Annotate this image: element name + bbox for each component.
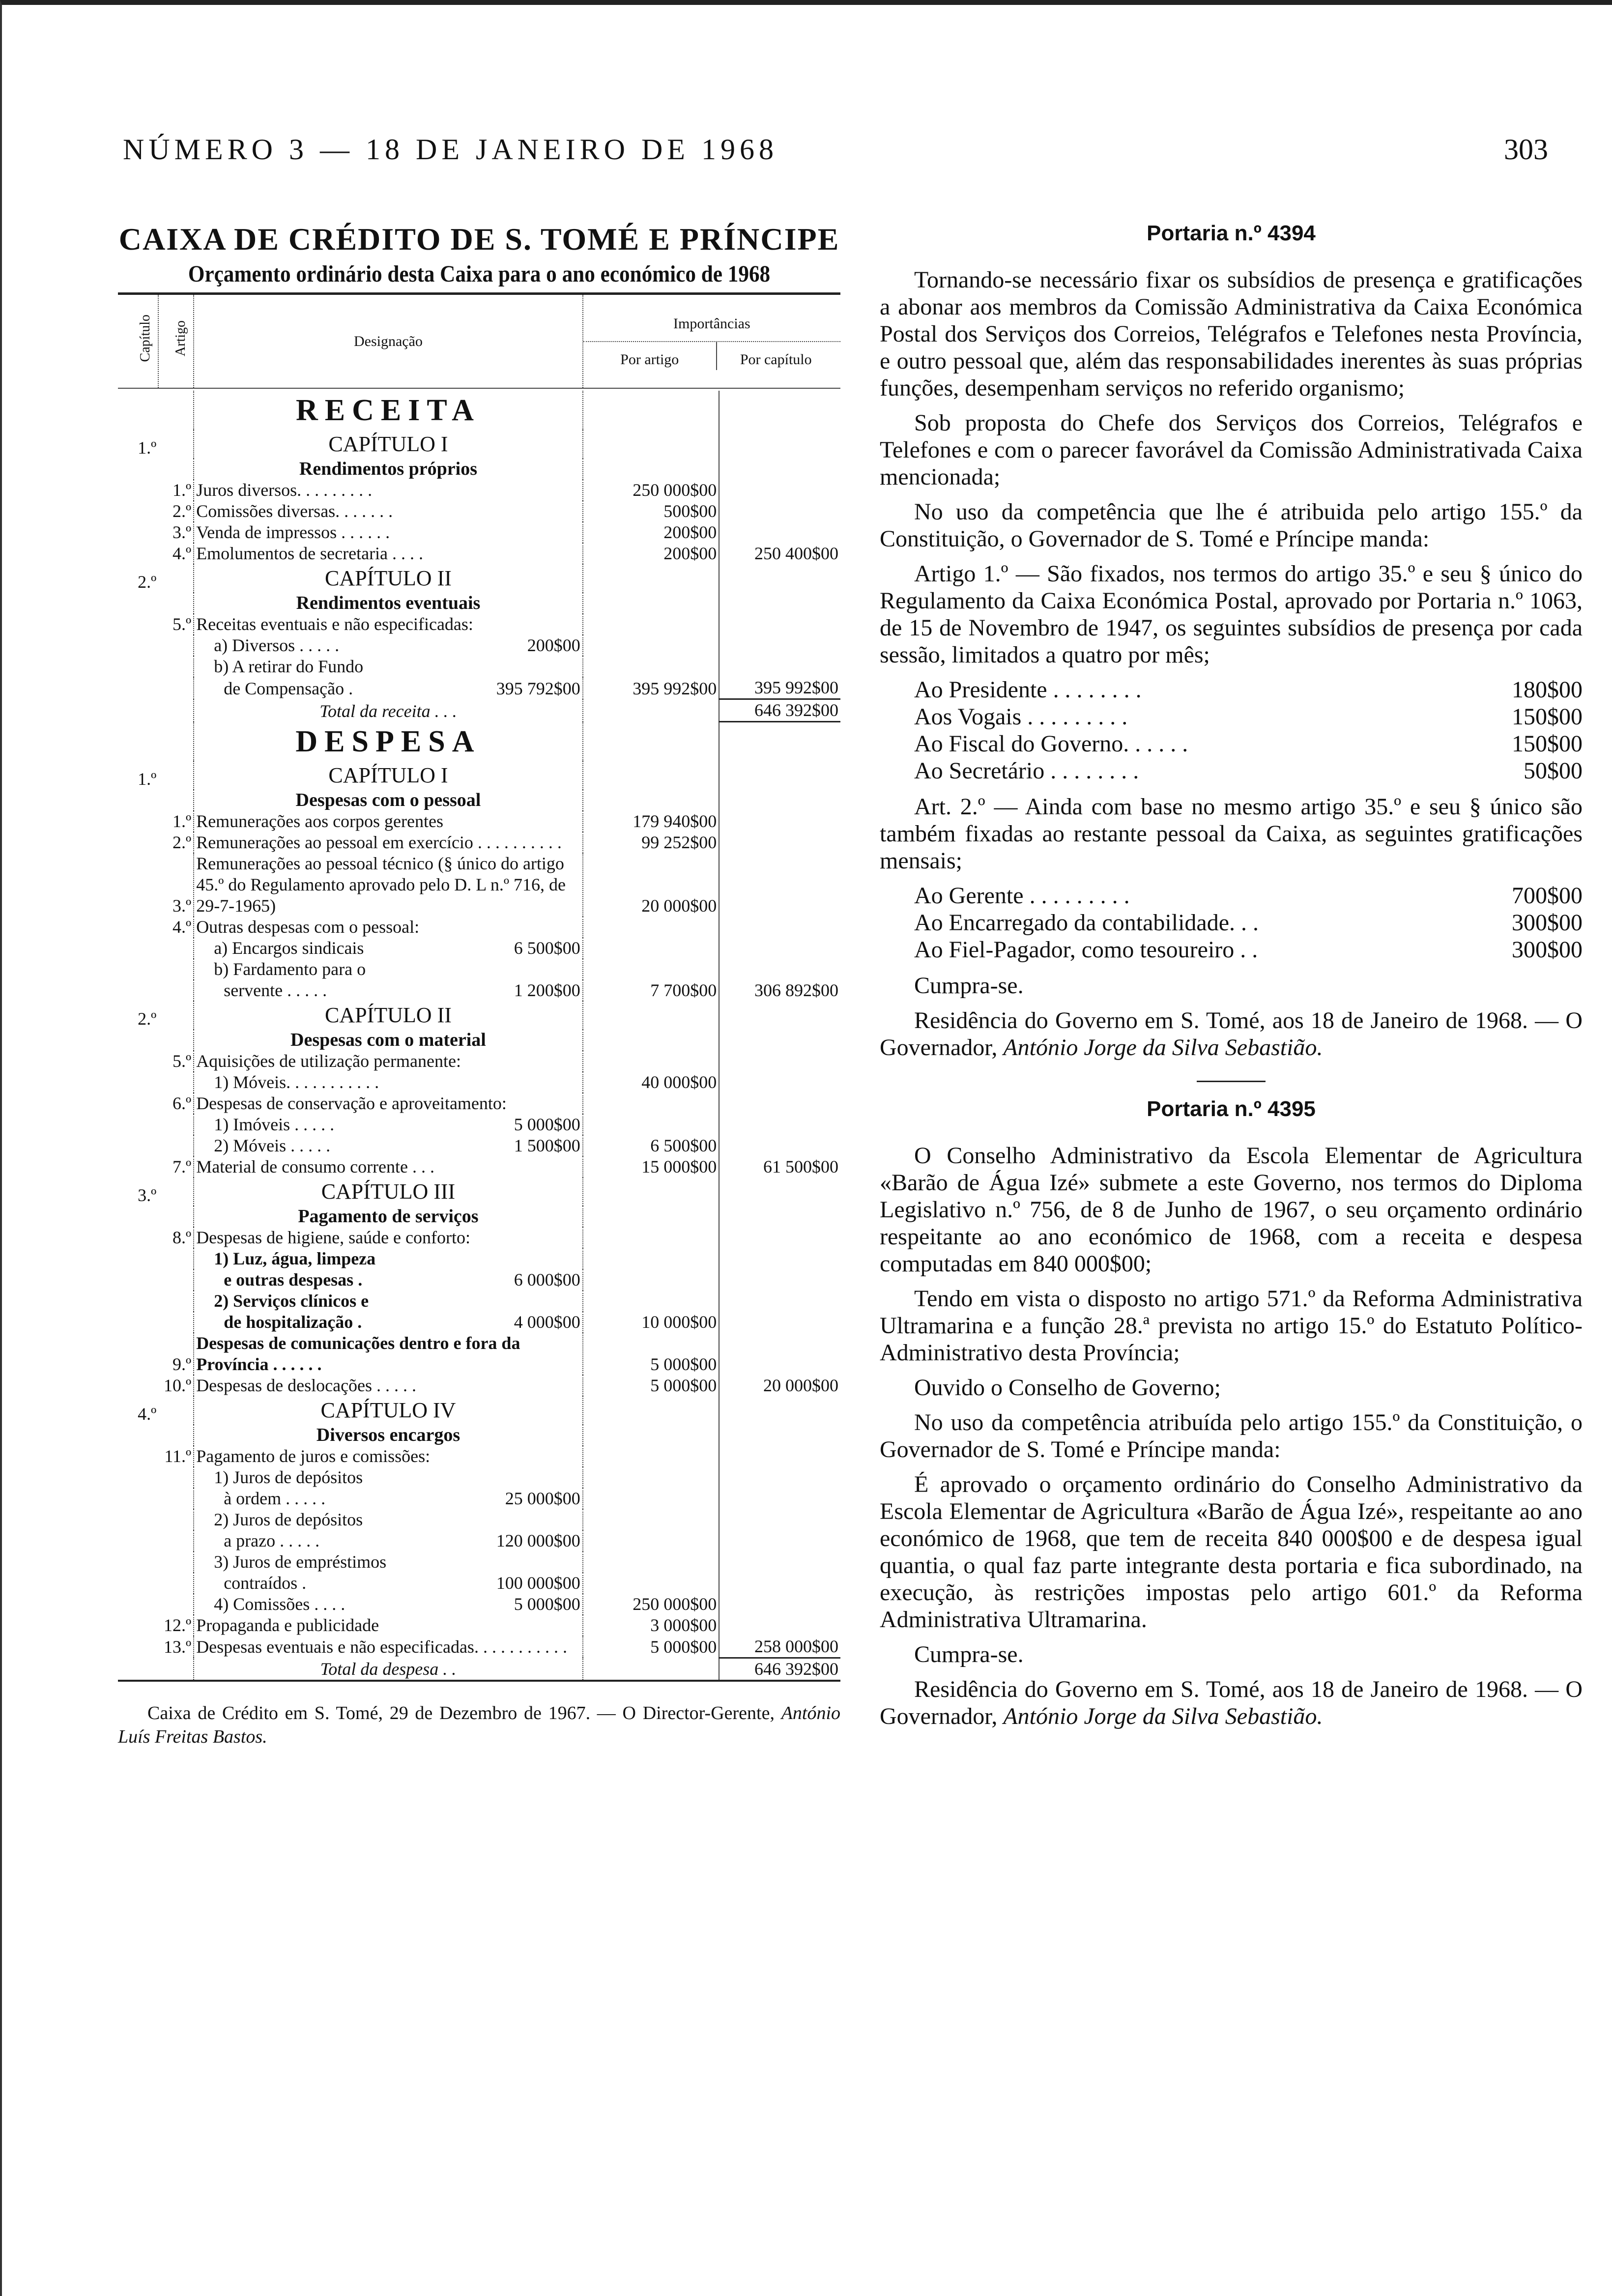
paragraph: Residência do Governo em S. Tomé, aos 18 de Janeiro de 1968. — O Governador, António Jorge da Silva Sebastião. [880, 1007, 1583, 1061]
paragraph: Artigo 1.º — São fixados, nos termos do artigo 35.º e seu § único do Regulamento da Caixa Económica Postal, aprovado por Portaria n.º 1063, de 15 de Novembro de 1947, os seguintes subsídios de presença por cada sessão, limitados a quatro por mês; [880, 561, 1583, 668]
table-row: de hospitalização . 4 000$00 10 000$00 [118, 1312, 840, 1333]
chapter-title: CAPÍTULO II [194, 1001, 583, 1030]
paragraph: Tendo em vista o disposto no artigo 571.º da Reforma Administrativa Ultramarina e a função 28.ª prevista no artigo 15.º do Estatuto Político-Administrativo desta Província; [880, 1286, 1583, 1366]
table-row: 11.º Pagamento de juros e comissões: [118, 1446, 840, 1467]
list-item: Ao Presidente . . . . . . . . 180$00 [914, 677, 1583, 703]
governor-signature: António Jorge da Silva Sebastião. [1003, 1703, 1323, 1729]
paragraph: Cumpra-se. [914, 973, 1024, 999]
governor-signature: António Jorge da Silva Sebastião. [1003, 1034, 1323, 1061]
separator [1197, 1081, 1266, 1082]
table-row [118, 1206, 840, 1227]
paragraph: É aprovado o orçamento ordinário do Conselho Administrativo da Escola Elementar de Agricultura «Barão de Água Izé», respeitante ao ano económico de 1968, que tem de receita 840 000$00 e de despesa igual quantia, o qual faz parte integrante desta portaria e fica subordinado, na execução, às restrições impostas pelo artigo 601.º da Reforma Administrativa Ultramarina. [880, 1471, 1583, 1633]
table-row: 1) Luz, água, limpeza [118, 1248, 840, 1269]
chapter-subtitle: Diversos encargos [194, 1425, 583, 1446]
table-row: 2.º Comissões diversas. . . . . . . 500$00 [118, 501, 840, 522]
table-row: 1) Imóveis . . . . . 5 000$00 [118, 1114, 840, 1135]
gratification-list [880, 882, 1583, 963]
list-item: Ao Encarregado da contabilidade. . . 300$00 [914, 910, 1583, 936]
paragraph: Cumpra-se. [914, 1641, 1024, 1667]
table-row: 12.º Propaganda e publicidade 3 000$00 [118, 1615, 840, 1636]
table-row: 9.º Despesas de comunicações dentro e fora da Província . . . . . . 5 000$00 [118, 1333, 840, 1375]
portaria-4394-title: Portaria n.º 4394 [1147, 221, 1316, 245]
table-row: à ordem . . . . . 25 000$00 [118, 1488, 840, 1509]
table-row: e outras despesas . 6 000$00 [118, 1269, 840, 1291]
portarias-column [880, 221, 1583, 1738]
table-row: 2.º Remunerações ao pessoal em exercício . . . . . . . . . . 99 252$00 [118, 832, 840, 853]
budget-subtitle: Orçamento ordinário desta Caixa para o ano económico de 1968 [188, 261, 771, 287]
col-capitulo: Capítulo [138, 315, 153, 362]
table-row: 1) Juros de depósitos [118, 1467, 840, 1488]
chapter-subtitle: Rendimentos eventuais [194, 593, 583, 614]
table-header [118, 295, 840, 388]
table-row [118, 1177, 840, 1206]
chapter-subtitle: Despesas com o pessoal [194, 790, 583, 811]
table-row [118, 593, 840, 614]
paragraph: Art. 2.º — Ainda com base no mesmo artigo 35.º e seu § único são também fixadas ao restante pessoal da Caixa, as seguintes gratificações mensais; [880, 794, 1583, 874]
chapter-number: 2.º [138, 1008, 157, 1029]
paragraph: No uso da competência atribuída pelo artigo 155.º da Constituição, o Governador de S. Tomé e Príncipe manda: [880, 1409, 1583, 1463]
table-row: 2) Serviços clínicos e [118, 1291, 840, 1312]
table-row [118, 699, 840, 722]
chapter-number: 1.º [138, 438, 157, 458]
table-row: de Compensação . 395 792$00 395 992$00 395 992$00 [118, 677, 840, 699]
table-row: 1.º Juros diversos. . . . . . . . . 250 000$00 [118, 480, 840, 501]
chapter-subtitle: Despesas com o material [194, 1030, 583, 1051]
page-number: 303 [1504, 133, 1548, 166]
table-row [118, 1425, 840, 1446]
list-item: Aos Vogais . . . . . . . . . 150$00 [914, 704, 1583, 730]
list-item: Ao Fiscal do Governo. . . . . . 150$00 [914, 731, 1583, 757]
table-row [118, 761, 840, 790]
total-receita-label: Total da receita . . . [194, 699, 583, 722]
chapter-subtitle: Pagamento de serviços [194, 1206, 583, 1227]
table-row [118, 564, 840, 593]
table-row: a prazo . . . . . 120 000$00 [118, 1530, 840, 1551]
col-artigo: Artigo [173, 320, 189, 357]
table-row [118, 1396, 840, 1425]
table-row [118, 459, 840, 480]
budget-footer: Caixa de Crédito em S. Tomé, 29 de Dezembro de 1967. — O Director-Gerente, António Luís Freitas Bastos. [118, 1702, 841, 1747]
chapter-title: CAPÍTULO III [194, 1177, 583, 1206]
table-row: 8.º Despesas de higiene, saúde e conforto: [118, 1227, 840, 1248]
total-despesa-label: Total da despesa . . [194, 1658, 583, 1681]
table-row [118, 1658, 840, 1681]
chapter-title: CAPÍTULO II [194, 564, 583, 593]
table-row: servente . . . . . 1 200$00 7 700$00 306 892$00 [118, 980, 840, 1001]
chapter-number: 2.º [138, 572, 157, 592]
table-row: 5.º Receitas eventuais e não especificadas: [118, 614, 840, 635]
table-row: 4.º Emolumentos de secretaria . . . . 200$00 250 400$00 [118, 543, 840, 564]
table-row [118, 430, 840, 459]
table-row: contraídos . 100 000$00 [118, 1573, 840, 1594]
table-row: 3.º Venda de impressos . . . . . . 200$00 [118, 522, 840, 543]
total-receita-value: 646 392$00 [719, 699, 840, 722]
portaria-4395-title: Portaria n.º 4395 [1147, 1097, 1316, 1121]
table-row: 7.º Material de consumo corrente . . . 15 000$00 61 500$00 [118, 1156, 840, 1177]
paragraph: O Conselho Administrativo da Escola Elementar de Agricultura «Barão de Água Izé» submete a este Governo, nos termos do Diploma Legislativo n.º 756, de 8 de Junho de 1967, o seu orçamento ordinário respeitante ao ano económico de 1968, com a receita e despesa computadas em 840 000$00; [880, 1143, 1583, 1277]
chapter-subtitle: Rendimentos próprios [194, 459, 583, 480]
table-row: a) Diversos . . . . . 200$00 [118, 635, 840, 656]
col-importancias: Importâncias [583, 313, 840, 342]
col-designacao: Designação [194, 295, 583, 388]
table-row: 13.º Despesas eventuais e não especificadas. . . . . . . . . . . 5 000$00 258 000$00 [118, 1636, 840, 1658]
chapter-number: 1.º [138, 769, 157, 789]
footer-signature: António Luís Freitas Bastos. [118, 1702, 841, 1747]
table-row: 6.º Despesas de conservação e aproveitamento: [118, 1093, 840, 1114]
table-row [118, 391, 840, 430]
section-despesa: DESPESA [194, 722, 583, 761]
table-row [118, 722, 840, 761]
section-receita: RECEITA [194, 391, 583, 430]
table-row [118, 790, 840, 811]
table-row: 10.º Despesas de deslocações . . . . . 5 000$00 20 000$00 [118, 1375, 840, 1396]
table-row: 1.º Remunerações aos corpos gerentes 179 940$00 [118, 811, 840, 832]
paragraph: Residência do Governo em S. Tomé, aos 18 de Janeiro de 1968. — O Governador, António Jorge da Silva Sebastião. [880, 1676, 1583, 1729]
paragraph: Sob proposta do Chefe dos Serviços dos Correios, Telégrafos e Telefones e com o parecer favorável da Comissão Administrativada Caixa mencionada; [880, 410, 1583, 490]
chapter-number: 3.º [138, 1185, 157, 1205]
table-row: a) Encargos sindicais 6 500$00 [118, 938, 840, 959]
paragraph: Tornando-se necessário fixar os subsídios de presença e gratificações a abonar aos membros da Comissão Administrativa da Caixa Económica Postal dos Serviços dos Correios, Telégrafos e Telefones nesta Província, e outro pessoal que, além das responsabilidades inerentes às suas próprias funções, desempenham serviços no referido organismo; [880, 267, 1583, 401]
budget-column [118, 221, 840, 1749]
subsidy-list [880, 676, 1583, 784]
table-row: 2) Móveis . . . . . 1 500$00 6 500$00 [118, 1135, 840, 1156]
issue-title: NÚMERO 3 — 18 DE JANEIRO DE 1968 [123, 133, 778, 166]
table-row: 5.º Aquisições de utilização permanente: [118, 1051, 840, 1072]
col-por-capitulo: Por capítulo [740, 351, 812, 368]
table-row: 2) Juros de depósitos [118, 1509, 840, 1530]
list-item: Ao Gerente . . . . . . . . . 700$00 [914, 883, 1583, 909]
table-row: 3.º Remunerações ao pessoal técnico (§ único do artigo 45.º do Regulamento aprovado pelo D. L n.º 716, de 29-7-1965) 20 000$00 [118, 853, 840, 917]
total-despesa-value: 646 392$00 [719, 1658, 840, 1681]
table-row: b) A retirar do Fundo [118, 656, 840, 677]
table-row: b) Fardamento para o [118, 959, 840, 980]
budget-table [118, 295, 840, 1684]
chapter-title: CAPÍTULO I [194, 761, 583, 790]
chapter-title: CAPÍTULO IV [194, 1396, 583, 1425]
chapter-title: CAPÍTULO I [194, 430, 583, 459]
list-item: Ao Fiel-Pagador, como tesoureiro . . 300$00 [914, 937, 1583, 963]
table-row [118, 1001, 840, 1030]
table-row: 1) Móveis. . . . . . . . . . . 40 000$00 [118, 1072, 840, 1093]
table-row: 4.º Outras despesas com o pessoal: [118, 917, 840, 938]
col-por-artigo: Por artigo [583, 342, 717, 370]
table-row: 3) Juros de empréstimos [118, 1551, 840, 1573]
paragraph: No uso da competência que lhe é atribuida pelo artigo 155.º da Constituição, o Governador de S. Tomé e Príncipe manda: [880, 499, 1583, 552]
budget-title: CAIXA DE CRÉDITO DE S. TOMÉ E PRÍNCIPE [118, 222, 840, 257]
paragraph: Ouvido o Conselho de Governo; [914, 1375, 1221, 1401]
list-item: Ao Secretário . . . . . . . . 50$00 [914, 758, 1583, 784]
table-row [118, 1030, 840, 1051]
page-header [123, 133, 1548, 177]
table-row: 4) Comissões . . . . 5 000$00 250 000$00 [118, 1594, 840, 1615]
chapter-number: 4.º [138, 1404, 157, 1424]
